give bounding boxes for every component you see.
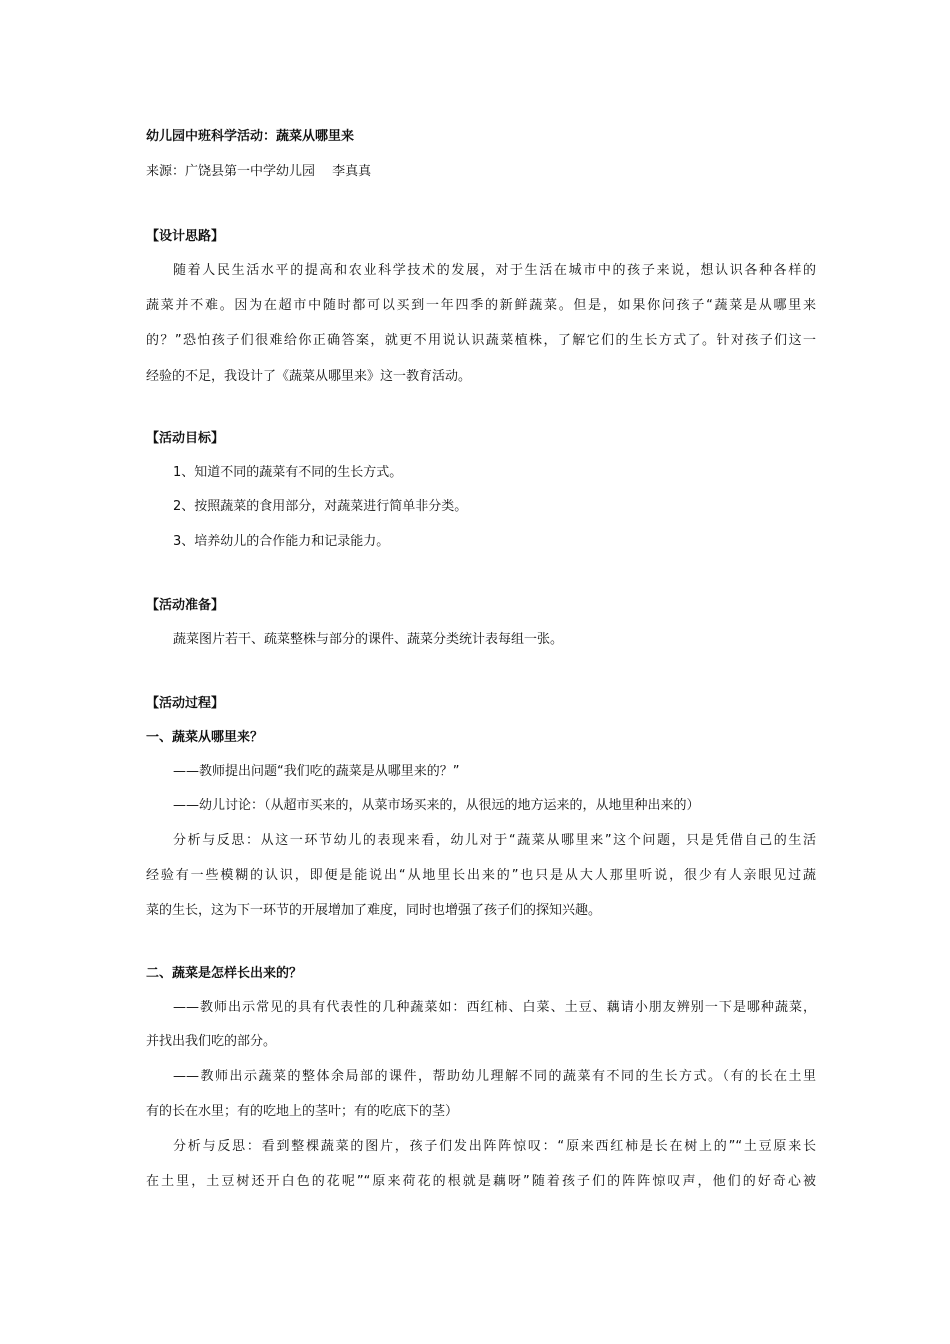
heading-goals: 【活动目标】 xyxy=(146,431,225,446)
goal-item-2: 2、按照蔬菜的食用部分，对蔬菜进行简单非分类。 xyxy=(173,499,468,514)
part1-analysis-line-2: 经验有一些模糊的认识，即便是能说出“从地里长出来的”也只是从大人那里听说，很少有人亲眼见过蔬 xyxy=(146,868,816,883)
doc-source: 来源：广饶县第一中学幼儿园 李真真 xyxy=(146,164,372,179)
heading-process: 【活动过程】 xyxy=(146,696,225,711)
part1-analysis-line-3: 菜的生长，这为下一环节的开展增加了难度，同时也增强了孩子们的探知兴趣。 xyxy=(146,903,602,918)
design-line-4: 经验的不足，我设计了《蔬菜从哪里来》这一教育活动。 xyxy=(146,369,472,384)
part2-show2-line-1: ——教师出示蔬菜的整体余局部的课件，帮助幼儿理解不同的蔬菜有不同的生长方式。（有的长在土里 xyxy=(173,1069,816,1084)
part1-title: 一、蔬菜从哪里来？ xyxy=(146,730,264,745)
part2-show1-line-2: 并找出我们吃的部分。 xyxy=(146,1034,277,1049)
part2-analysis-line-2: 在土里，土豆树还开白色的花呢”“原来荷花的根就是藕呀”随着孩子们的阵阵惊叹声，他们的好奇心被 xyxy=(146,1174,816,1189)
doc-title: 幼儿园中班科学活动：蔬菜从哪里来 xyxy=(146,129,355,144)
prep-text: 蔬菜图片若干、疏菜整株与部分的课件、蔬菜分类统计表每组一张。 xyxy=(173,632,564,647)
heading-design: 【设计思路】 xyxy=(146,229,225,244)
goal-item-1: 1、知道不同的蔬菜有不同的生长方式。 xyxy=(173,465,403,480)
part2-title: 二、蔬菜是怎样长出来的？ xyxy=(146,966,303,981)
part2-show1-line-1: ——教师出示常见的具有代表性的几种蔬菜如：西红柿、白菜、土豆、藕请小朋友辨别一下是哪种蔬菜， xyxy=(173,1000,816,1015)
goal-item-3: 3、培养幼儿的合作能力和记录能力。 xyxy=(173,534,390,549)
part1-question: ——教师提出问题“我们吃的蔬菜是从哪里来的？” xyxy=(173,764,460,779)
design-line-1: 随着人民生活水平的提高和农业科学技术的发展，对于生活在城市中的孩子来说，想认识各种各样的 xyxy=(173,263,816,278)
heading-prep: 【活动准备】 xyxy=(146,598,225,613)
design-line-3: 的？”恐怕孩子们很难给你正确答案，就更不用说认识蔬菜植株，了解它们的生长方式了。针对孩子们这一 xyxy=(146,333,816,348)
part2-analysis-line-1: 分析与反思：看到整棵蔬菜的图片，孩子们发出阵阵惊叹：“原来西红柿是长在树上的”“土豆原来长 xyxy=(173,1139,816,1154)
part2-show2-line-2: 有的长在水里；有的吃地上的茎叶；有的吃底下的茎） xyxy=(146,1104,459,1119)
design-line-2: 蔬菜并不难。因为在超市中随时都可以买到一年四季的新鲜蔬菜。但是，如果你问孩子“蔬菜是从哪里来 xyxy=(146,298,816,313)
part1-analysis-line-1: 分析与反思：从这一环节幼儿的表现来看，幼儿对于“蔬菜从哪里来”这个问题，只是凭借自己的生活 xyxy=(173,833,816,848)
part1-discussion: ——幼儿讨论：（从超市买来的，从菜市场买来的，从很远的地方运来的，从地里种出来的） xyxy=(173,798,700,813)
